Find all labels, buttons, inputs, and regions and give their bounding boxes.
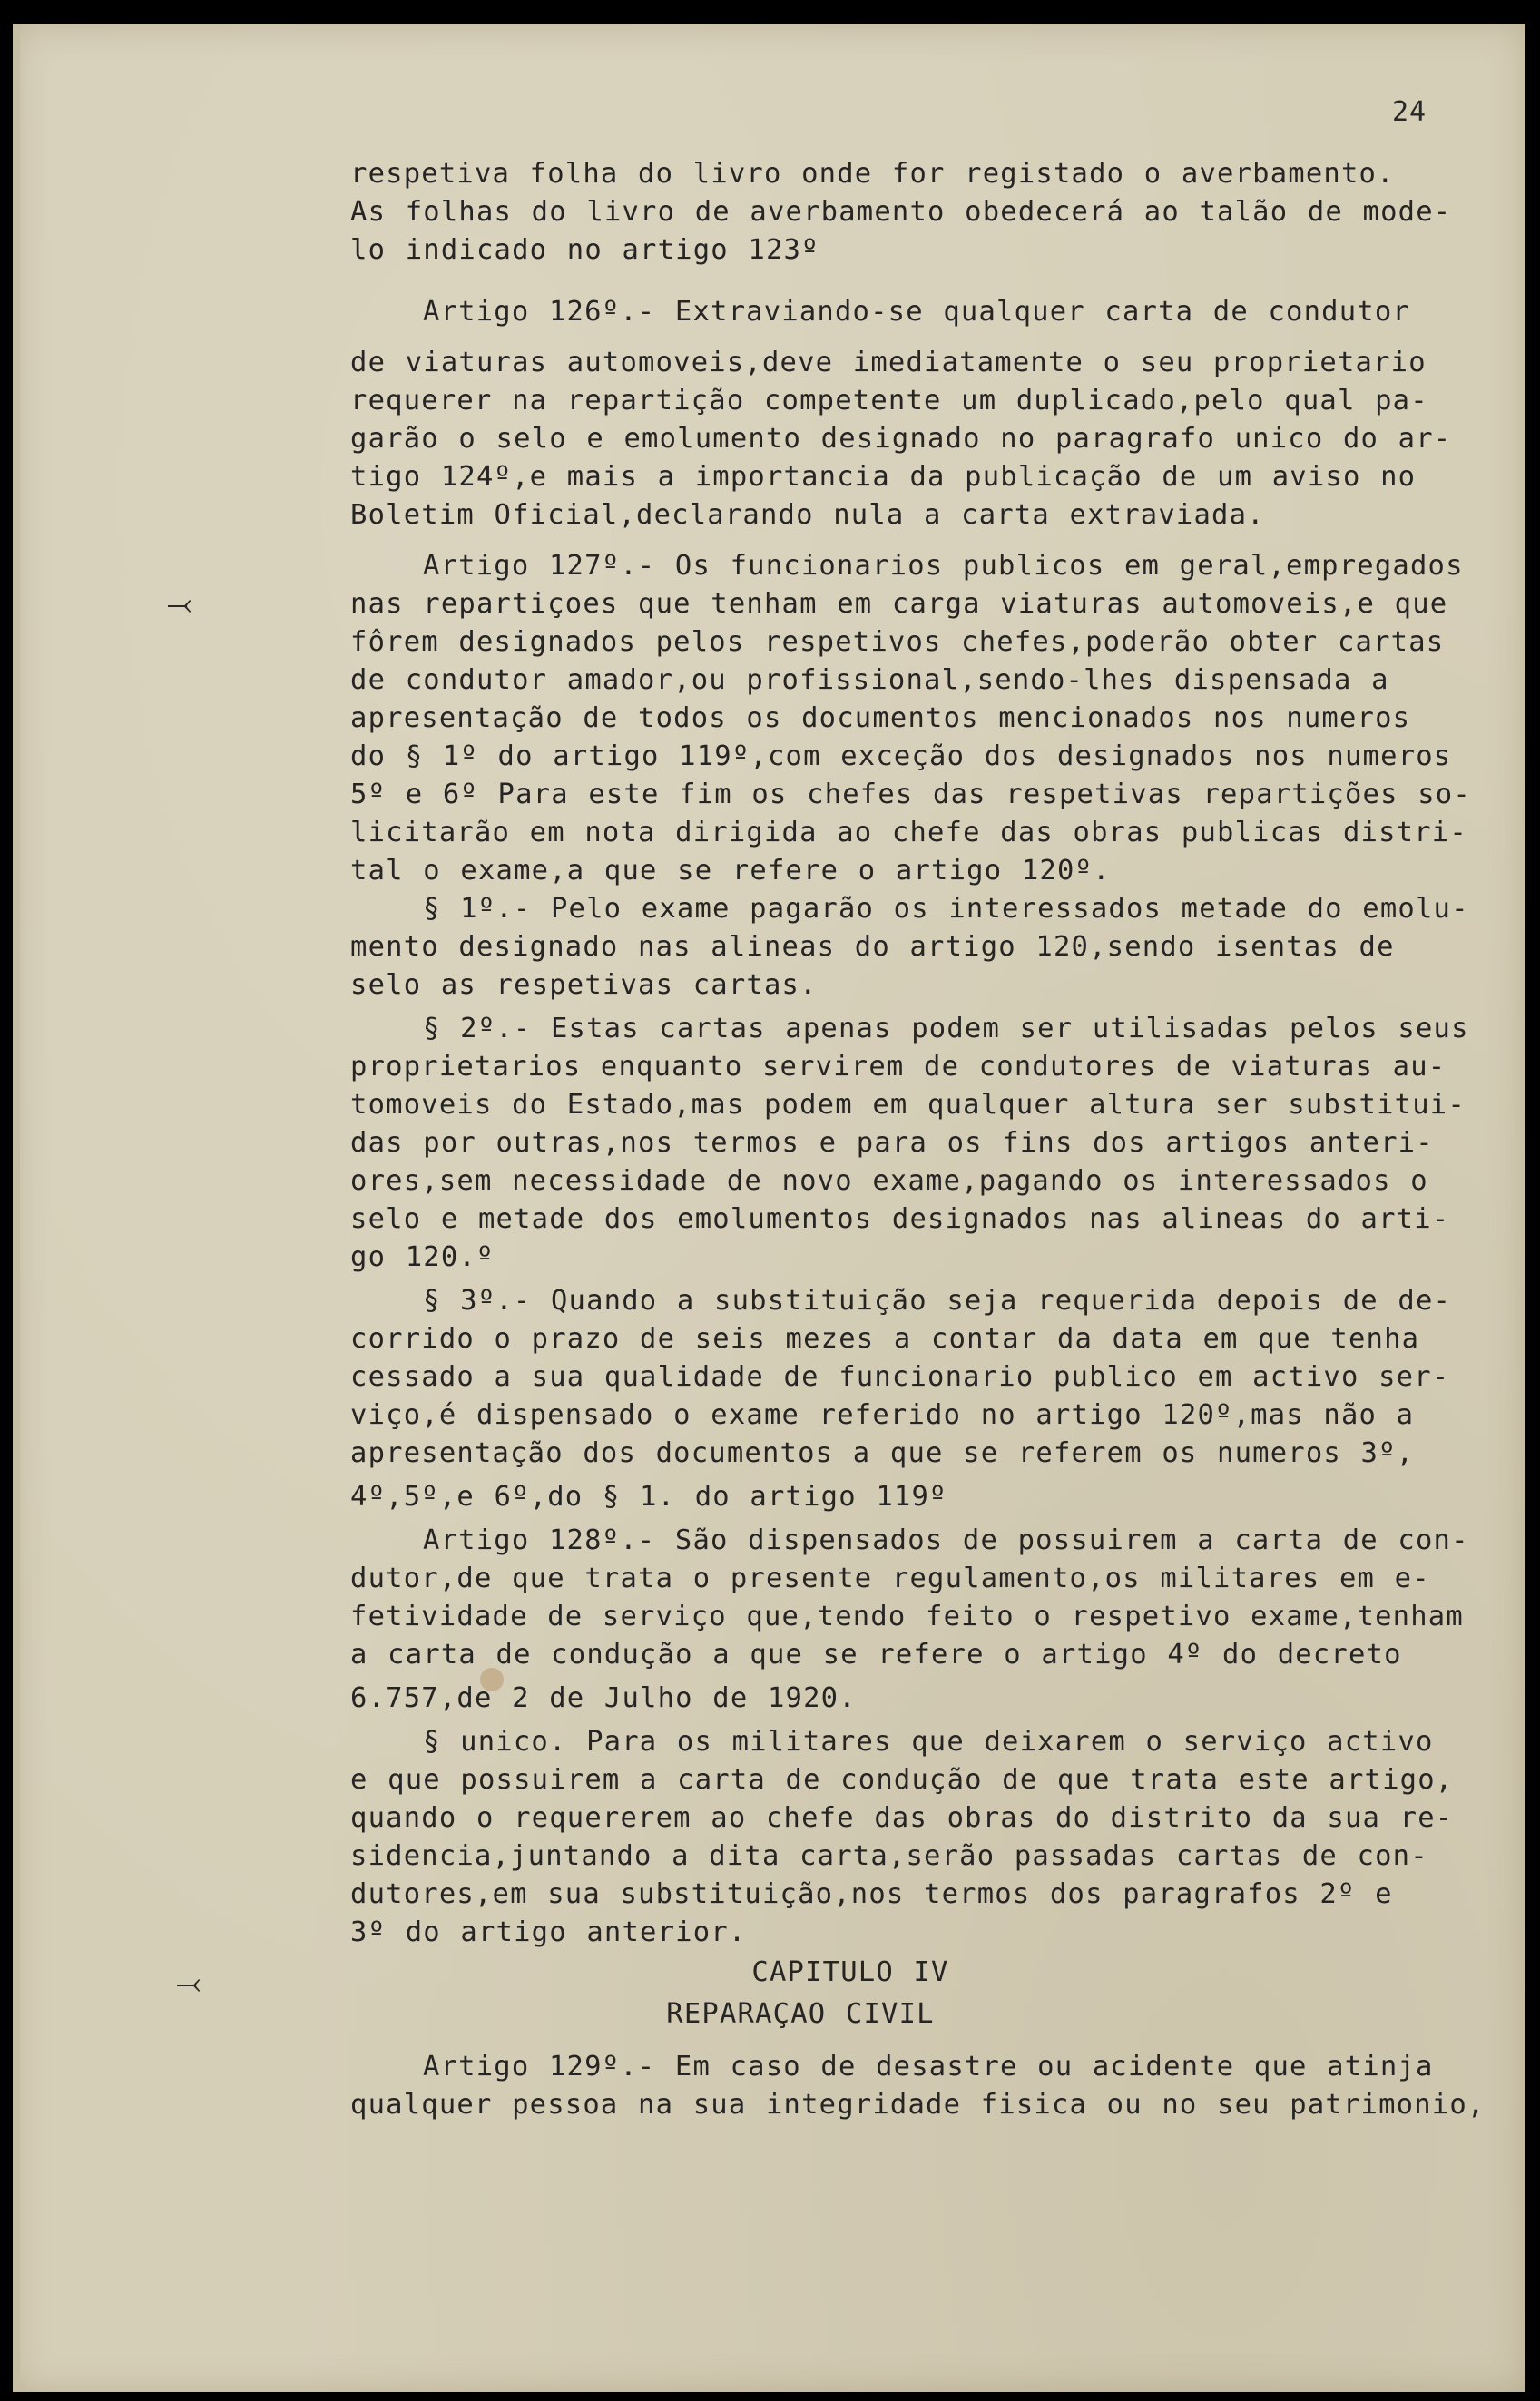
paragraph-unico-line: § unico. Para os militares que deixarem o serviço activo xyxy=(423,1726,1434,1758)
text-line: cessado a sua qualidade de funcionario publico em activo ser- xyxy=(350,1361,1450,1393)
page-number: 24 xyxy=(1392,96,1427,128)
chapter-subtitle: REPARAÇAO CIVIL xyxy=(666,1998,935,2030)
text-line: lo indicado no artigo 123º xyxy=(350,234,819,266)
text-line: respetiva folha do livro onde for registado o averbamento. xyxy=(350,158,1395,190)
text-line: de condutor amador,ou profissional,sendo-lhes dispensada a xyxy=(350,664,1389,696)
page-edge xyxy=(13,24,20,2392)
text-line: garão o selo e emolumento designado no paragrafo unico do ar- xyxy=(350,423,1452,455)
typed-body-text xyxy=(350,155,1496,2124)
text-line: viço,é dispensado o exame referido no artigo 120º,mas não a xyxy=(350,1399,1415,1431)
article-127-heading-line: Artigo 127º.- Os funcionarios publicos em geral,empregados xyxy=(423,550,1464,582)
article-128-heading-line: Artigo 128º.- São dispensados de possuirem a carta de con- xyxy=(423,1524,1469,1556)
margin-mark: ⤙ xyxy=(167,586,192,622)
text-line: e que possuirem a carta de condução de que trata este artigo, xyxy=(350,1764,1454,1796)
text-line: Boletim Oficial,declarando nula a carta extraviada. xyxy=(350,499,1265,531)
text-line: As folhas do livro de averbamento obedecerá ao talão de mode- xyxy=(350,196,1452,228)
text-line: proprietarios enquanto servirem de condutores de viaturas au- xyxy=(350,1051,1447,1083)
text-line: do § 1º do artigo 119º,com exceção dos designados nos numeros xyxy=(350,740,1452,772)
margin-mark: ⤙ xyxy=(176,1965,201,2002)
text-line: a carta de condução a que se refere o artigo 4º do decreto xyxy=(350,1639,1402,1671)
text-line: dutor,de que trata o presente regulamento,os militares em e- xyxy=(350,1563,1430,1594)
text-line: tomoveis do Estado,mas podem em qualquer altura ser substitui- xyxy=(350,1089,1466,1121)
text-line: apresentação dos documentos a que se referem os numeros 3º, xyxy=(350,1437,1415,1469)
text-line: 3º do artigo anterior. xyxy=(350,1916,747,1948)
text-line: nas repartiçoes que tenham em carga viaturas automoveis,e que xyxy=(350,588,1448,620)
article-126-heading-line: Artigo 126º.- Extraviando-se qualquer carta de condutor xyxy=(423,296,1410,328)
text-line: licitarão em nota dirigida ao chefe das obras publicas distri- xyxy=(350,817,1467,848)
document-page xyxy=(13,24,1525,2392)
text-line: go 120.º xyxy=(350,1241,495,1273)
text-line: selo e metade dos emolumentos designados nas alineas do arti- xyxy=(350,1203,1450,1235)
text-line: corrido o prazo de seis mezes a contar da data em que tenha xyxy=(350,1323,1420,1355)
article-129-heading-line: Artigo 129º.- Em caso de desastre ou acidente que atinja xyxy=(423,2051,1434,2082)
text-line: mento designado nas alineas do artigo 120,sendo isentas de xyxy=(350,931,1395,963)
text-line: das por outras,nos termos e para os fins dos artigos anteri- xyxy=(350,1127,1434,1159)
text-line: de viaturas automoveis,deve imediatamente o seu proprietario xyxy=(350,347,1427,378)
chapter-title: CAPITULO IV xyxy=(751,1956,949,1988)
text-line: fôrem designados pelos respetivos chefes,poderão obter cartas xyxy=(350,626,1445,658)
text-line: tal o exame,a que se refere o artigo 120º. xyxy=(350,855,1111,887)
text-line: apresentação de todos os documentos mencionados nos numeros xyxy=(350,702,1411,734)
text-line: fetividade de serviço que,tendo feito o respetivo exame,tenham xyxy=(350,1601,1464,1632)
text-line: quando o requererem ao chefe das obras do distrito da sua re- xyxy=(350,1802,1454,1834)
text-line: sidencia,juntando a dita carta,serão passadas cartas de con- xyxy=(350,1840,1428,1872)
paragraph-3-line: § 3º.- Quando a substituição seja requerida depois de de- xyxy=(423,1285,1452,1317)
text-line: requerer na repartição competente um duplicado,pelo qual pa- xyxy=(350,385,1428,416)
text-line: 5º e 6º Para este fim os chefes das respetivas repartições so- xyxy=(350,779,1471,810)
text-line: 4º,5º,e 6º,do § 1. do artigo 119º xyxy=(350,1481,947,1513)
text-line: selo as respetivas cartas. xyxy=(350,969,818,1001)
text-line: tigo 124º,e mais a importancia da publicação de um aviso no xyxy=(350,461,1417,493)
paragraph-1-line: § 1º.- Pelo exame pagarão os interessados metade do emolu- xyxy=(423,893,1469,925)
paragraph-2-line: § 2º.- Estas cartas apenas podem ser utilisadas pelos seus xyxy=(423,1013,1469,1044)
text-line: qualquer pessoa na sua integridade fisica ou no seu patrimonio, xyxy=(350,2089,1486,2121)
text-line: 6.757,de 2 de Julho de 1920. xyxy=(350,1682,857,1714)
text-line: dutores,em sua substituição,nos termos dos paragrafos 2º e xyxy=(350,1878,1393,1910)
text-line: ores,sem necessidade de novo exame,pagando os interessados o xyxy=(350,1165,1428,1197)
